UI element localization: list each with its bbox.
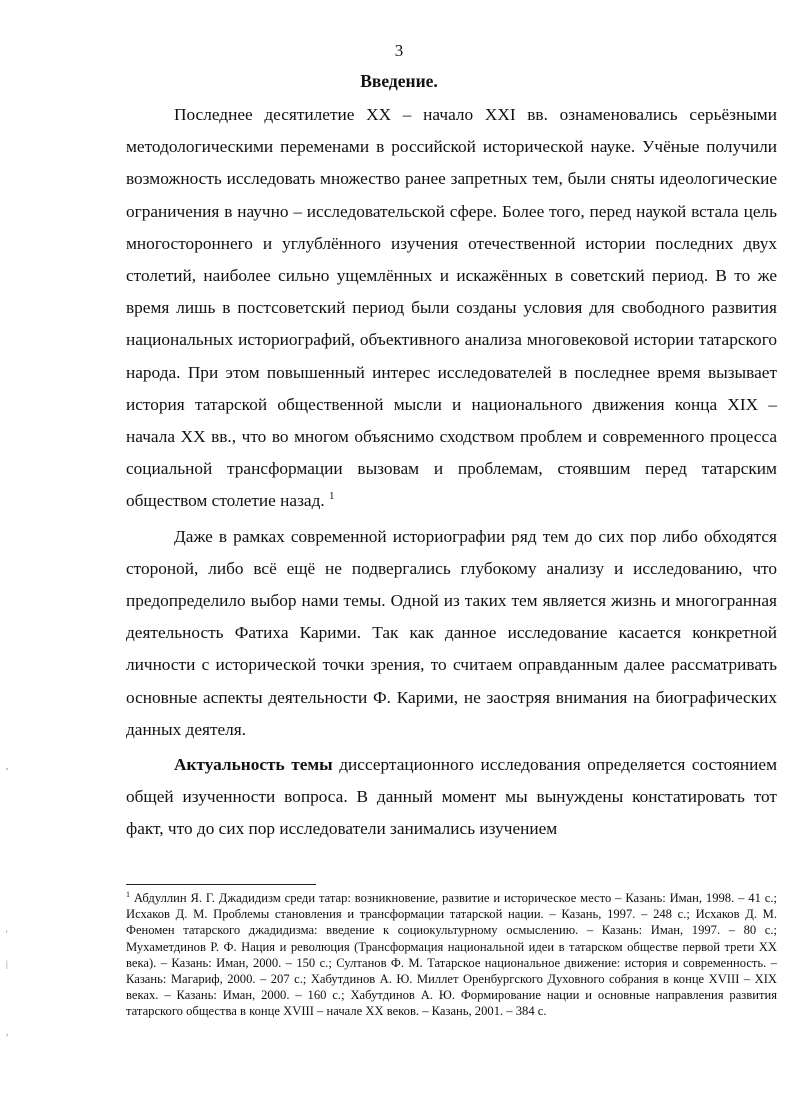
paragraph-1-text: Последнее десятилетие XX – начало XXI вв. ознаменовались серьёзными методологическими переменами в российской исторической науке. Учёные получили возможность исследовать множество ранее запретных тем, были сняты идеологические ограничения в научно – исследовательской сфере. Более того, перед наукой встала цель многостороннего и углублённого изучения отечественной истории последних двух столетий, наиболее сильно ущемлённых и искажённых в советский период. В то же время лишь в постсоветский период были созданы условия для свободного развития национальных историографий, объективного анализа многовековой истории татарского народа. При этом повышенный интерес исследователей в последнее время вызывает история татарской общественной мысли и национального движения конца XIX – начала XX вв., что во многом объяснимо сходством проблем и современного процесса социальной трансформации вызовам и проблемам, стоявшим перед татарским обществом столетие назад. — [126, 105, 777, 511]
paragraph-2: Даже в рамках современной историографии ряд тем до сих пор либо обходятся стороной, либо всё ещё не подвергались глубокому анализу и исследованию, что предопределило выбор нами темы. Одной из таких тем является жизнь и многогранная деятельность Фатиха Карими. Так как данное исследование касается конкретной личности с исторической точки зрения, то считаем оправданным далее рассматривать основные аспекты деятельности Ф. Карими, не заостряя внимания на биографических данных деятеля. — [126, 526, 777, 739]
footnote-text: Абдуллин Я. Г. Джадидизм среди татар: возникновение, развитие и историческое место – Казань: Иман, 1998. – 41 с.; Исхаков Д. М. Проблемы становления и трансформации татарской нации. – Казань, 1997. – 248 с.; Исхаков Д. М. Феномен татарского джадидизма: введение к социокультурному осмыслению. – Казань: Иман, 1997. – 80 с.; Мухаметдинов Р. Ф. Нация и революция (Трансформация национальной идеи в татарском обществе первой трети XX века). – Казань: Иман, 2000. – 150 с.; Султанов Ф. М. Татарское национальное движение: история и современность. – Казань: Магариф, 2000. – 207 с.; Хабутдинов А. Ю. Миллет Оренбургского Духовного собрания в конце XVIII – XIX веках. – Казань: Иман, 2000. – 160 с.; Хабутдинов А. Ю. Формирование нации и основные направления развития татарского общества в конце XVIII – начале XX веков. – Казань, 2001. – 384 с. — [126, 891, 777, 1019]
page-heading: Введение. — [360, 71, 438, 91]
scan-artifact: , — [6, 1027, 9, 1037]
paragraph-3-text: диссертационного исследования определяется состоянием общей изученности вопроса. В данный момент мы вынуждены констатировать тот факт, что до сих пор исследователи занимались изучением — [126, 755, 777, 839]
paragraph-1 — [126, 99, 777, 518]
footnote-reference: 1 — [329, 490, 335, 503]
page-number: 3 — [394, 41, 404, 60]
footnote-mark: 1 — [126, 889, 130, 899]
body-text — [126, 99, 777, 846]
relevance-lead: Актуальность темы — [174, 755, 333, 775]
footnote-divider — [126, 884, 316, 885]
scan-artifact: | — [6, 959, 8, 969]
scan-artifact: ' — [6, 929, 8, 939]
paragraph-3 — [126, 749, 777, 846]
footnote — [126, 890, 777, 1020]
scan-artifact: , — [6, 761, 9, 771]
